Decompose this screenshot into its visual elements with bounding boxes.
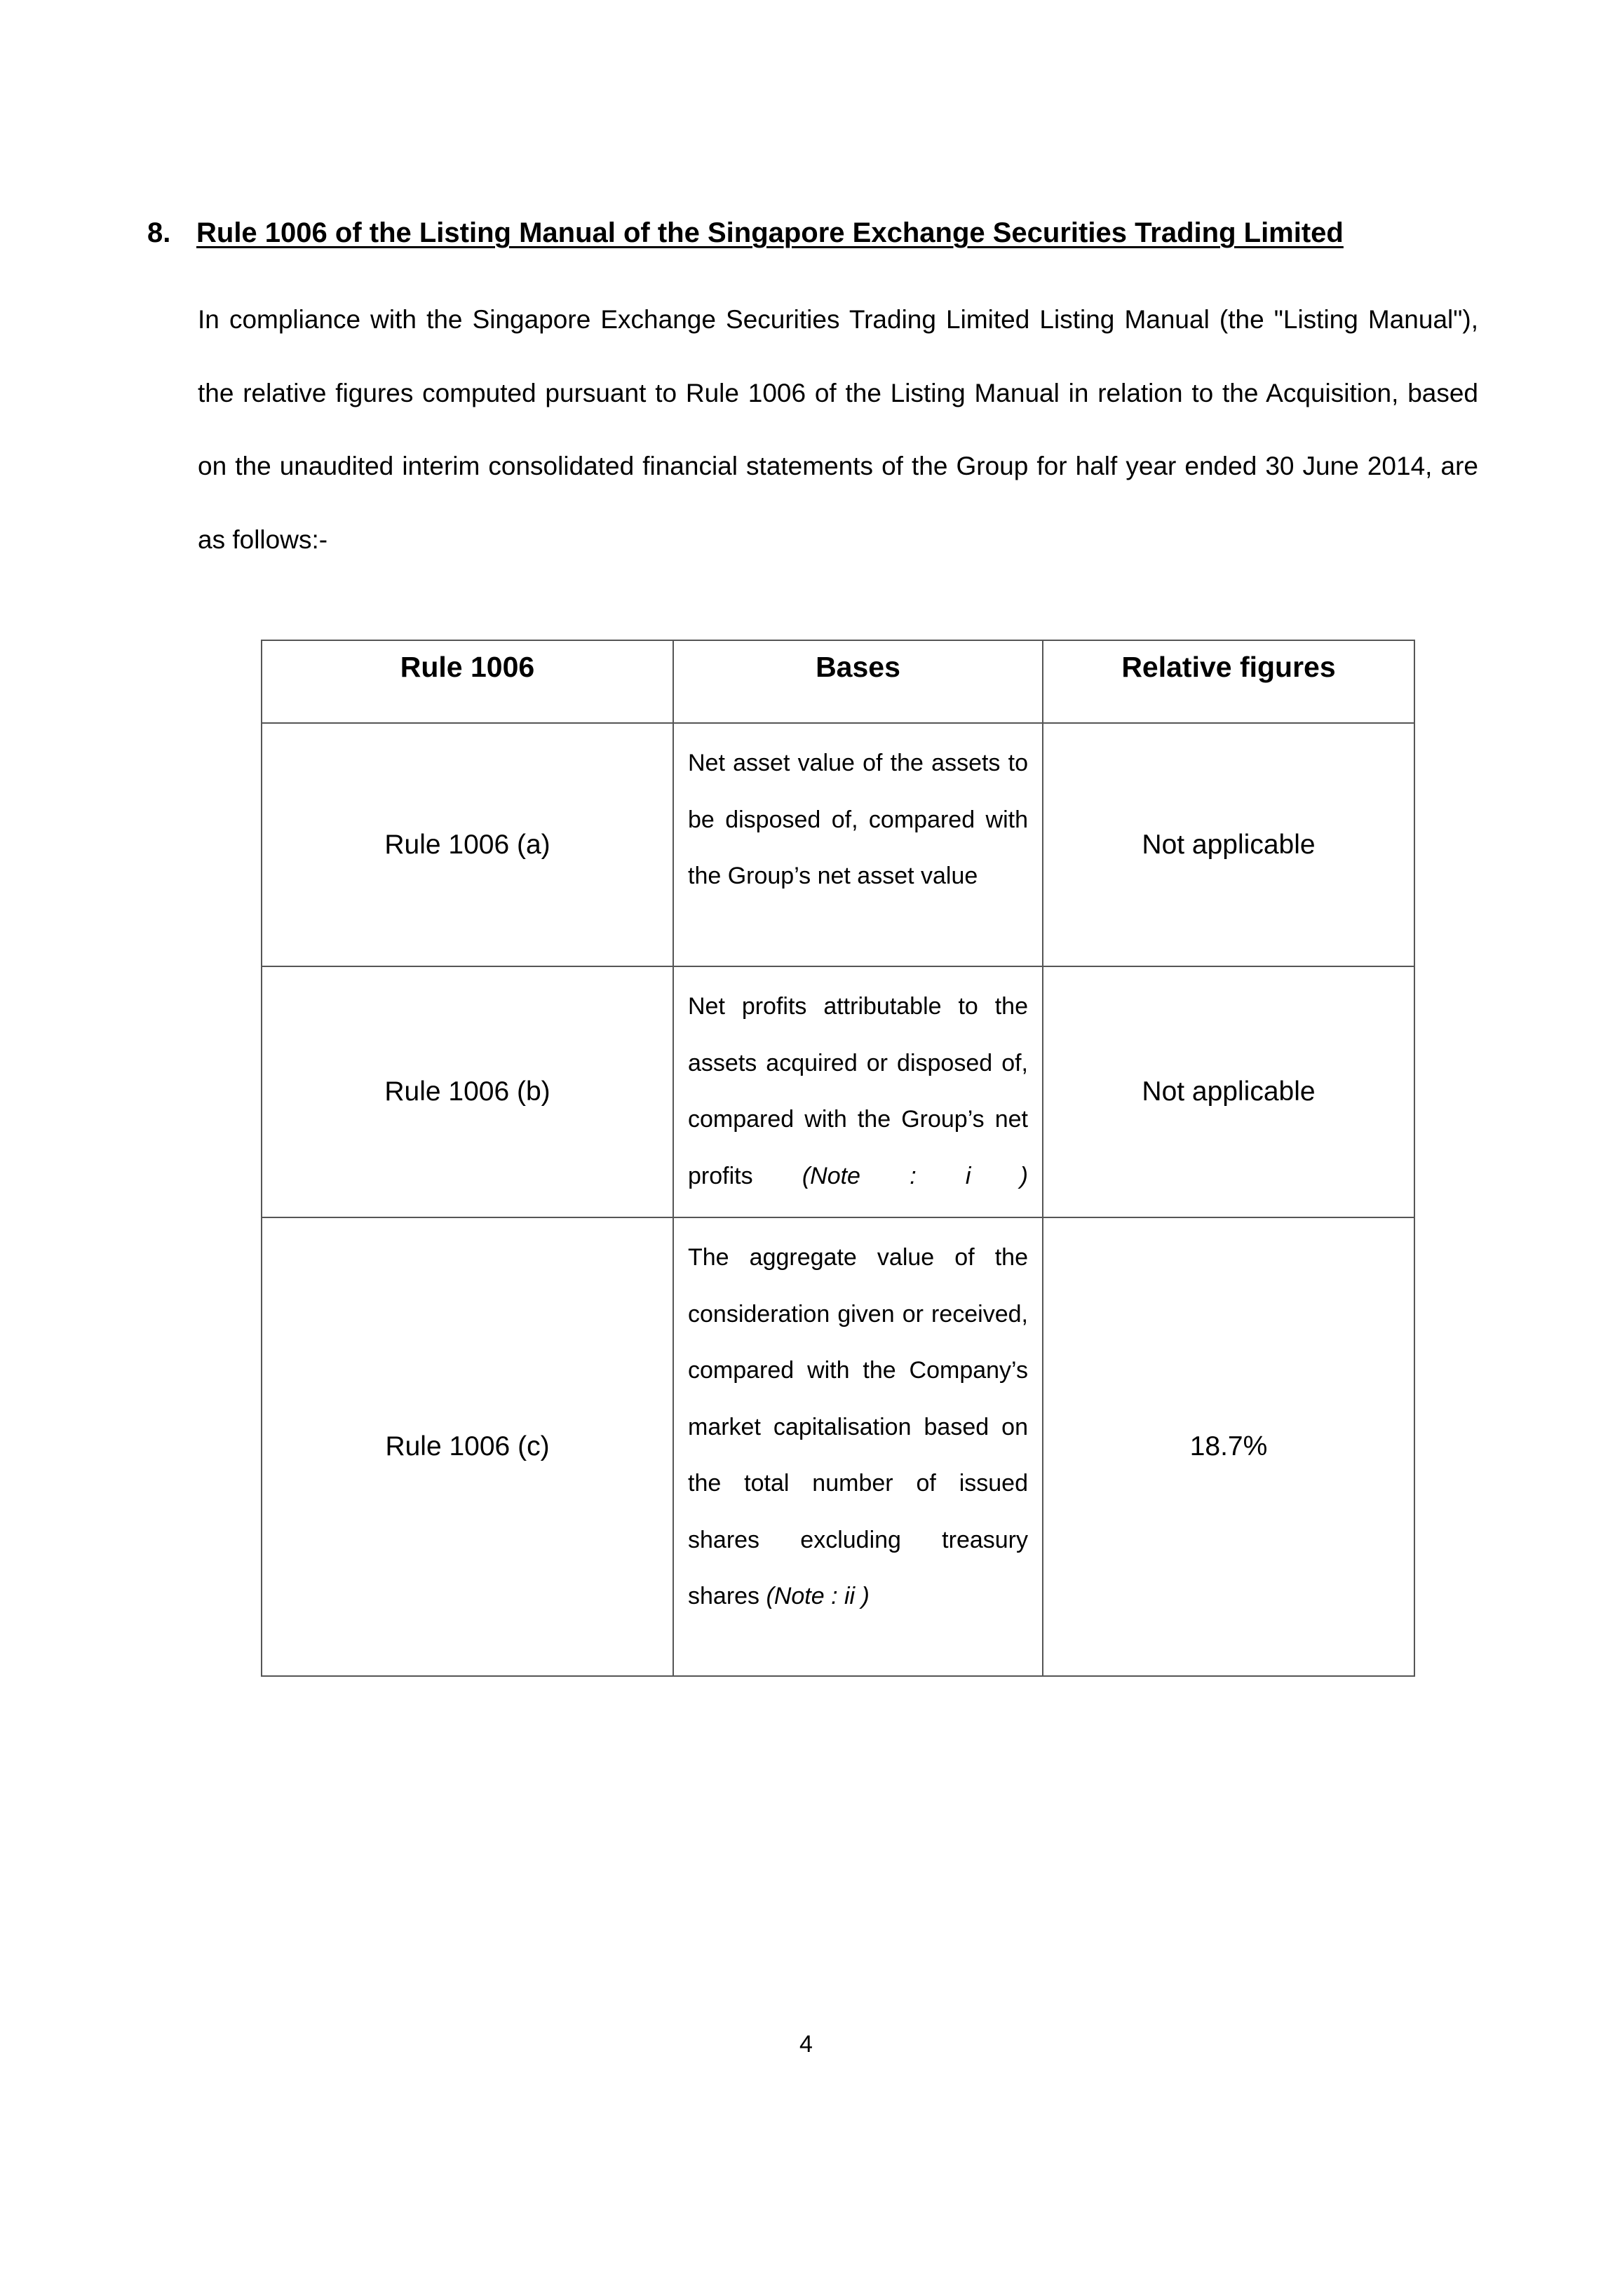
header-relative-figures: Relative figures xyxy=(1043,640,1414,723)
page-number: 4 xyxy=(799,2031,813,2058)
rule-cell: Rule 1006 (a) xyxy=(262,723,673,966)
intro-paragraph: In compliance with the Singapore Exchange Securities Trading Limited Listing Manual (the "Listing Manual"), the relative figures computed pursuant to Rule 1006 of the Listing Manual in relation to the Acquisition, based on the unaudited interim consolidated financial statements of the Group for half year ended 30 June 2014, are as follows:- xyxy=(198,305,1478,554)
relative-figures-table-wrapper xyxy=(261,640,1415,1677)
basis-text: Net profits attributable to the assets acquired or disposed of, compared with the Group’s net profits xyxy=(688,993,1028,1189)
basis-cell xyxy=(673,1217,1043,1676)
section-heading xyxy=(147,213,1480,252)
table-header-row xyxy=(262,640,1414,723)
rule-cell: Rule 1006 (c) xyxy=(262,1217,673,1676)
figure-cell: Not applicable xyxy=(1043,723,1414,966)
header-rule: Rule 1006 xyxy=(262,640,673,723)
header-bases: Bases xyxy=(673,640,1043,723)
basis-note: (Note : ii ) xyxy=(766,1583,870,1609)
basis-cell xyxy=(673,966,1043,1217)
table-row xyxy=(262,966,1414,1217)
figure-cell: 18.7% xyxy=(1043,1217,1414,1676)
section-number: 8. xyxy=(147,217,171,248)
basis-cell xyxy=(673,723,1043,966)
table-row xyxy=(262,1217,1414,1676)
table-row xyxy=(262,723,1414,966)
basis-note: (Note : i ) xyxy=(802,1162,1028,1189)
basis-text: Net asset value of the assets to be disposed of, compared with the Group’s net asset value xyxy=(688,750,1028,889)
figure-cell: Not applicable xyxy=(1043,966,1414,1217)
rule-cell: Rule 1006 (b) xyxy=(262,966,673,1217)
section-title: Rule 1006 of the Listing Manual of the Singapore Exchange Securities Trading Limited xyxy=(196,217,1344,248)
relative-figures-table xyxy=(261,640,1415,1677)
basis-text: The aggregate value of the consideration given or received, compared with the Company’s market capitalisation based on the total number of issued shares excluding treasury shares xyxy=(688,1244,1028,1609)
